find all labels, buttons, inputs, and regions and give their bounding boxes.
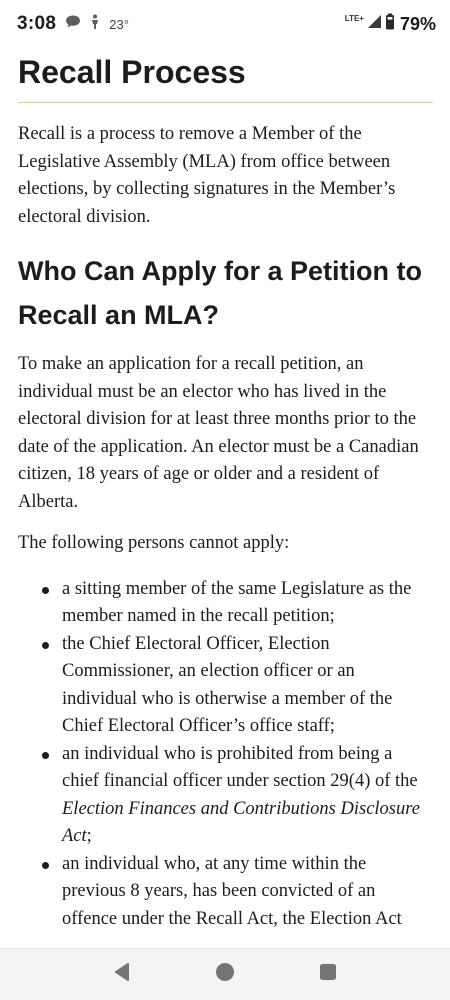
list-item-text: the Chief Electoral Officer, Election Commissioner, an election officer or an individual who is otherwise a member of the Chief Electoral Officer’s office staff; [62,633,393,736]
list-item [42,576,433,631]
intro-paragraph: Recall is a process to remove a Member of the Legislative Assembly (MLA) from office between elections, by collecting signatures in the Member’s electoral division. [18,124,396,227]
list-item [42,851,433,934]
status-temperature: 23° [109,16,129,32]
list-item [42,631,433,741]
list-item-text-after: ; [86,826,92,846]
back-button[interactable] [107,960,137,990]
title-divider [18,102,433,103]
status-time: 3:08 [17,13,57,34]
back-icon [113,962,131,987]
act-name: Election Finances and Contributions Disclosure Act [62,798,420,846]
list-item-text: a sitting member of the same Legislature as the member named in the recall petition; [62,578,412,626]
message-icon [65,14,81,34]
battery-icon [385,13,395,35]
exclusions-list [18,576,433,934]
navigation-bar [0,948,450,1000]
home-icon [215,962,235,987]
exclusions-intro: The following persons cannot apply: [18,533,290,553]
section-heading: Who Can Apply for a Petition to Recall an MLA? [18,256,422,330]
list-item-text: an individual who, at any time within the previous 8 years, has been convicted of an offence under the Recall Act, the Election Act [62,853,402,929]
recents-icon [319,963,337,986]
home-button[interactable] [210,960,240,990]
article-content [18,48,433,933]
signal-icon [367,14,382,34]
list-item [42,741,433,851]
list-item-text-before: an individual who is prohibited from being a chief financial officer under section 29(4) of the [62,743,418,791]
bullet-dot [42,642,49,649]
status-bar [0,0,450,48]
person-icon [90,14,100,35]
recents-button[interactable] [313,960,343,990]
battery-percent: 79% [399,13,436,34]
bullet-dot [42,862,49,869]
network-type: LTE+ [344,13,364,23]
page-title: Recall Process [18,54,246,90]
status-left [17,13,129,35]
eligibility-paragraph: To make an application for a recall petition, an individual must be an elector who has lived in the electoral division for at least three months prior to the date of the application. An elector must be a Canadian citizen, 18 years of age or older and a resident of Alberta. [18,354,419,512]
bullet-dot [42,587,49,594]
status-right [345,13,436,35]
bullet-dot [42,752,49,759]
